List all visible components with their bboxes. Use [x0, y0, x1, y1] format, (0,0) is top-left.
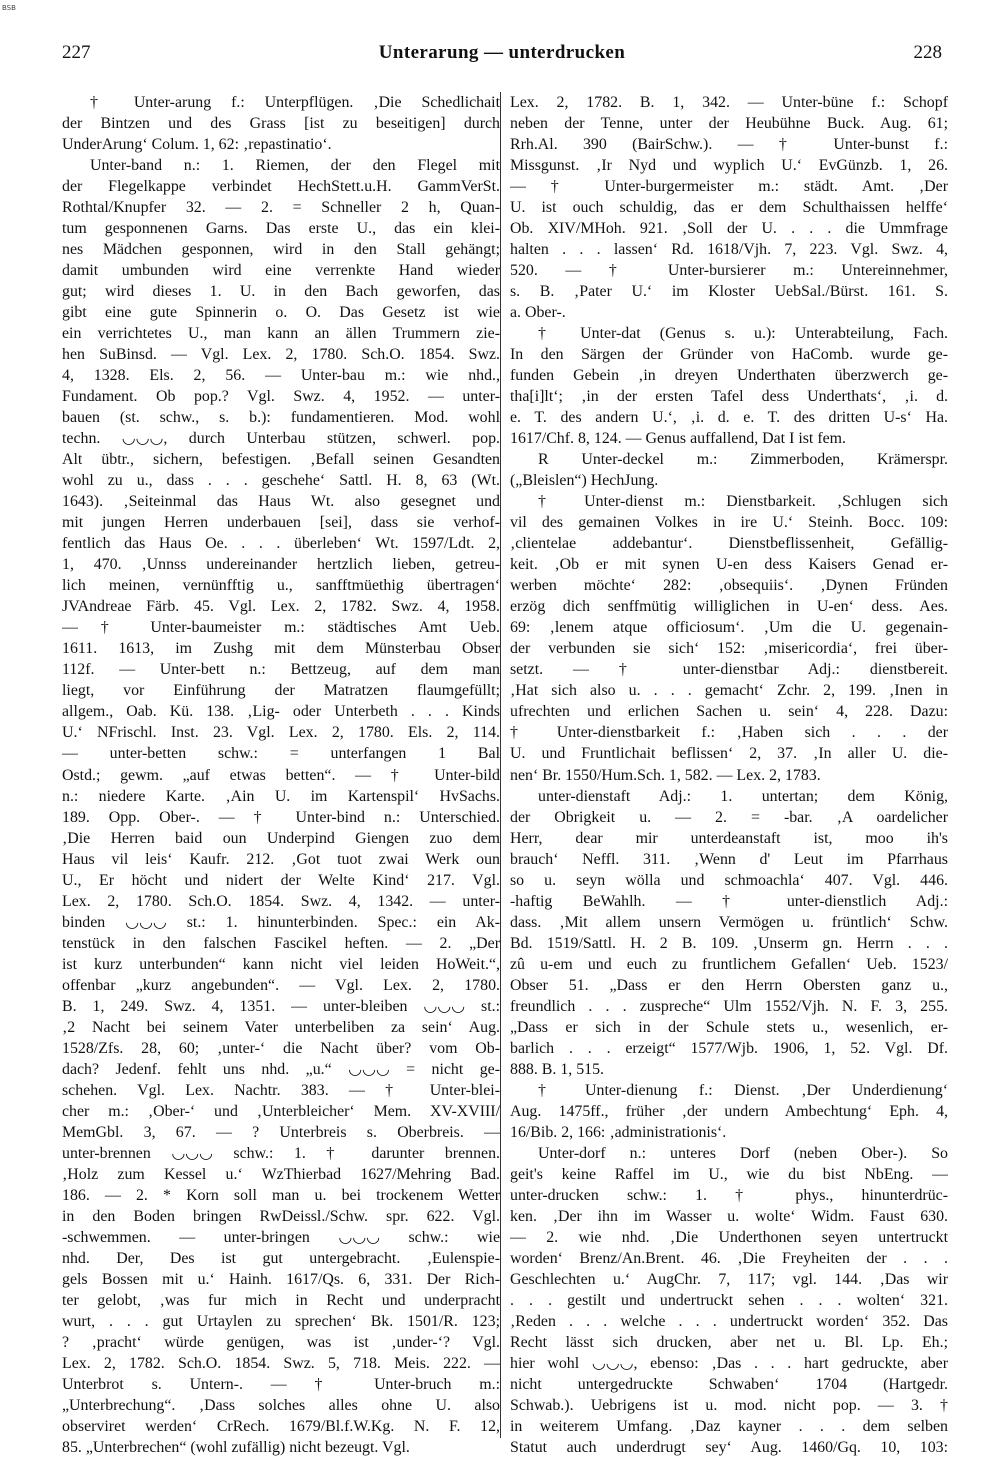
left-column-line: damit umbunden wird eine verrenkte Hand wieder — [62, 262, 500, 280]
left-column-line: Ostd.; gewm. „auf etwas betten“. — † Unter-bild — [62, 766, 500, 784]
right-column-line: Statut auch underdrugt sey‘ Aug. 1460/Gq. 10, 103: — [510, 1439, 948, 1456]
right-column-line: -haftig BeWahlh. — † unter-dienstlich Adj.: — [510, 892, 948, 910]
left-column-line: tenstück in den falschen Fascikel heften. — 2. „Der — [62, 934, 500, 952]
left-column-line: bauen (st. schw., s. b.): fundamentieren. Mod. wohl — [62, 409, 500, 427]
left-column-line: 186. — 2. * Korn soll man u. bei trockenem Wetter — [62, 1186, 500, 1204]
right-column-line: ‚clientelae addebantur‘. Dienstbeflissenheit, Gefällig- — [510, 535, 948, 553]
left-column-line: fentlich das Haus Oe. . . . überleben‘ Wt. 1597/Ldt. 2, — [62, 535, 500, 553]
left-column-line: B. 1, 249. Swz. 4, 1351. — unter-bleiben ◡◡◡ st.: — [62, 997, 500, 1015]
right-column-line: der verbunden sie sich‘ 152: ‚misericordia‘, frei über- — [510, 640, 948, 658]
right-column-line: 888. B. 1, 515. — [510, 1060, 605, 1078]
right-column-line: tha[i]lt‘; ‚in der ersten Tafel dess Underthats‘, ‚i. d. — [510, 388, 948, 406]
left-column-line: ist kurz unterbunden“ kann nicht viel leiden HoWeit.“, — [62, 955, 500, 973]
library-stamp: BSB — [2, 4, 16, 12]
left-column-line: MemGbl. 3, 67. — ? Unterbreis s. Oberbreis. — — [62, 1123, 500, 1141]
left-column-line: JVAndreae Färb. 45. Vgl. Lex. 2, 1782. Swz. 4, 1958. — [62, 598, 500, 616]
left-column-line: unter-brennen ◡◡◡ schw.: 1. † darunter brennen. — [62, 1144, 500, 1162]
left-column-line: Fundament. Ob pop.? Vgl. Swz. 4, 1952. — unter- — [62, 388, 500, 406]
left-column-line: tum gesponnenen Garns. Das erste U., das ein klei- — [62, 220, 500, 238]
left-column-line: mit jungen Herren underbauen [sei], dass sie verhof- — [62, 514, 500, 532]
right-column-line: † Unter-dienstbarkeit f.: ‚Haben sich . . . der — [510, 724, 948, 742]
right-column-line: barlich . . . erzeigt“ 1577/Wjb. 1906, 1, 52. Vgl. Df. — [510, 1039, 948, 1057]
left-column-line: Alt übtr., sichern, befestigen. ‚Befall seinen Gesandten — [62, 451, 500, 469]
left-column-line: ter gelobt, ‚was fur mich in Recht und underpracht — [62, 1291, 500, 1309]
right-column-line: werben möchte‘ 282: ‚obsequiis‘. ‚Dynen Fründen — [510, 577, 948, 595]
right-column-line: Lex. 2, 1782. B. 1, 342. — Unter-büne f.: Schopf — [510, 94, 948, 111]
right-column-line: Geschlechten u.‘ AugChr. 7, 117; vgl. 144. ‚Das wir — [510, 1270, 948, 1288]
left-column-line: wurt, . . . gut Urtaylen zu sprechen‘ Bk. 1501/R. 123; — [62, 1312, 500, 1330]
right-column-line: Unter-dorf n.: unteres Dorf (neben Ober-). So — [538, 1144, 948, 1162]
left-column-line: offenbar „kurz angebunden“. — Vgl. Lex. 2, 1780. — [62, 976, 500, 994]
left-column-line: Rothtal/Knupfer 32. — 2. = Schneller 2 h, Quan- — [62, 199, 500, 217]
left-column-line: 189. Opp. Ober-. — † Unter-bind n.: Unterschied. — [62, 808, 500, 826]
right-column-line: Obser 51. „Dass er den Herrn Obersten ganz u., — [510, 976, 948, 994]
left-column-line: 1528/Zfs. 28, 60; ‚unter-‘ die Nacht über? vom Ob- — [62, 1039, 500, 1057]
left-column-line: dach? Jedenf. fehlt uns nhd. „u.“ ◡◡◡ = nicht ge- — [62, 1060, 500, 1078]
left-column-line: gels Bossen mit u.‘ Hainh. 1617/Qs. 6, 331. Der Rich- — [62, 1270, 500, 1288]
right-column-line: Bd. 1519/Sattl. H. 2 B. 109. ‚Unserm gn. Herrn . . . — [510, 934, 948, 952]
right-column-line: worden‘ Brenz/An.Brent. 46. ‚Die Freyheiten der . . . — [510, 1249, 948, 1267]
left-column-line: 112f. — Unter-bett n.: Bettzeug, auf dem man — [62, 661, 500, 679]
right-column-line: neben der Tenne, unter der Heubühne Buck. Aug. 61; — [510, 115, 948, 133]
right-column-line: ufrechten und erlichen Sachen u. sein‘ 4, 228. Dazu: — [510, 703, 948, 721]
right-column-line: unter-drucken schw.: 1. † phys., hinunterdrüc- — [510, 1186, 948, 1204]
left-column-line: 1643). ‚Seiteinmal das Haus Wt. also gesegnet und — [62, 493, 500, 511]
column-divider — [500, 92, 501, 1438]
right-column-line: vil des gemainen Volkes in ire U.‘ Steinh. Bocc. 109: — [510, 514, 948, 532]
right-column-line: („Bleislen“) HechJung. — [510, 472, 659, 490]
left-column-line: nhd. Der, Des ist gut untergebracht. ‚Eulenspie- — [62, 1249, 500, 1267]
right-column-line: — 2. wie nhd. ‚Die Underthonen seyen untertruckt — [510, 1228, 948, 1246]
left-column-line: ‚2 Nacht bei seinem Vater unterbeliben za sein‘ Aug. — [62, 1018, 500, 1036]
right-column-line: Herr, dear mir unterdeanstaft ist, moo ih's — [510, 829, 948, 847]
right-column-line: unter-dienstaft Adj.: 1. untertan; dem König, — [538, 787, 948, 805]
right-column-line: 69: ‚lenem atque officiosum‘. ‚Um die U. gegenain- — [510, 619, 948, 637]
left-column-line: Unter-band n.: 1. Riemen, der den Flegel mit — [90, 157, 500, 175]
left-column-line: binden ◡◡◡ st.: 1. hinunterbinden. Spec.: ein Ak- — [62, 913, 500, 931]
left-column-line: Haus vil leis‘ Kaufr. 212. ‚Got tuot zwai Werk oun — [62, 850, 500, 868]
left-column-line: ‚Holz zum Kessel u.‘ WzThierbad 1627/Mehring Bad. — [62, 1165, 500, 1183]
right-column-line: ken. ‚Der ihn im Wasser u. wolte‘ Widm. Faust 630. — [510, 1207, 948, 1225]
left-column-line: 85. „Unterbrechen“ (wohl zufällig) nicht bezeugt. Vgl. — [62, 1439, 410, 1456]
right-column-line: Aug. 1475ff., früher ‚der undern Ambechtung‘ Eph. 4, — [510, 1102, 948, 1120]
left-column-line: — † Unter-baumeister m.: städtisches Amt Ueb. — [62, 619, 500, 637]
right-column-line: † Unter-dienst m.: Dienstbarkeit. ‚Schlugen sich — [538, 493, 948, 511]
right-column-line: † Unter-dienung f.: Dienst. ‚Der Underdienung‘ — [538, 1081, 948, 1099]
left-column-line: cher m.: ‚Ober-‘ und ‚Unterbleicher‘ Mem. XV-XVIII/ — [62, 1102, 500, 1120]
page-number-right: 228 — [913, 42, 942, 63]
left-column — [62, 92, 500, 1458]
left-column-line: der Flegelkappe verbindet HechStett.u.H. GammVerSt. — [62, 178, 500, 196]
right-column-line: setzt. — † unter-dienstbar Adj.: dienstbereit. — [510, 661, 948, 679]
right-column-line: Recht lässt sich drucken, aber net u. Bl. Lp. Eh.; — [510, 1333, 948, 1351]
left-column-line: n.: niedere Karte. ‚Ain U. im Kartenspil‘ HvSachs. — [62, 787, 500, 805]
left-column-line: Lex. 2, 1782. Sch.O. 1854. Swz. 5, 718. Meis. 222. — — [62, 1354, 500, 1372]
left-column-line: -schwemmen. — unter-bringen ◡◡◡ schw.: wie — [62, 1228, 500, 1246]
left-column-line: ? ‚pracht‘ würde genügen, was ist ‚under-‘? Vgl. — [62, 1333, 500, 1351]
right-column-line: U. und Fruntlichait beflissen‘ 2, 37. ‚In aller U. die- — [510, 745, 948, 763]
right-column-line: a. Ober-. — [510, 304, 566, 322]
running-title: Unterarung — unterdrucken — [378, 42, 626, 63]
left-column-line: techn. ◡◡◡, durch Unterbau stützen, schwerl. pop. — [62, 430, 500, 448]
left-column-line: U., Er höcht und nidert der Welte Kind‘ 217. Vgl. — [62, 871, 500, 889]
right-column-line: so u. seyn wölla und schmoachla‘ 407. Vgl. 446. — [510, 871, 948, 889]
right-column-line: — † Unter-burgermeister m.: städt. Amt. ‚Der — [510, 178, 948, 196]
left-column-line: 1611. 1613, im Zushg mit dem Münsterbau Obser — [62, 640, 500, 658]
left-column-line: in den Boden bringen RwDeissl./Schw. spr. 622. Vgl. — [62, 1207, 500, 1225]
right-column-line: funden Gebein ‚in dreyen Underthaten überzwerch ge- — [510, 367, 948, 385]
right-column-line: halten . . . lassen‘ Rd. 1618/Vjh. 7, 223. Vgl. Swz. 4, — [510, 241, 948, 259]
left-column-line: ‚Die Herren baid oun Underpind Giengen zuo dem — [62, 829, 500, 847]
right-column-line: 16/Bib. 2, 166: ‚administrationis‘. — [510, 1123, 727, 1141]
left-column-line: liegt, vor Einführung der Matratzen flaumgefüllt; — [62, 682, 500, 700]
right-column-line: Schwab.). Uebrigens ist u. mod. nicht pop. — 3. † — [510, 1396, 948, 1414]
right-column-line: s. B. ‚Pater U.‘ im Kloster UebSal./Bürst. 161. S. — [510, 283, 948, 301]
left-column-line: — unter-betten schw.: = unterfangen 1 Bal — [62, 745, 500, 763]
left-column-line: UnderArung‘ Colum. 1, 62: ‚repastinatio‘. — [62, 136, 332, 154]
right-column-line: „Dass er sich in der Schule stets u., wesenlich, er- — [510, 1018, 948, 1036]
right-column-line: 1617/Chf. 8, 124. — Genus auffallend, Dat I ist fem. — [510, 430, 846, 448]
right-column-line: in weiterem Umfang. ‚Daz kayner . . . dem selben — [510, 1417, 948, 1435]
left-column-line: schehen. Vgl. Lex. Nachtr. 383. — † Unter-blei- — [62, 1081, 500, 1099]
left-column-line: allgem., Oab. Kü. 138. ‚Lig- oder Unterbeth . . . Kinds — [62, 703, 500, 721]
left-column-line: † Unter-arung f.: Unterpflügen. ‚Die Schedlichait — [90, 94, 500, 111]
right-column-line: der Obrigkeit u. — 2. = -bar. ‚A oardelicher — [510, 808, 948, 826]
page-header — [62, 42, 942, 72]
right-column-line: In den Särgen der Gründer von HaComb. wurde ge- — [510, 346, 948, 364]
right-column-line: nicht untergedruckte Schwaben‘ 1704 (Hartgedr. — [510, 1375, 948, 1393]
right-column-line: U. ist ouch schuldig, das er dem Schulthaissen helffe‘ — [510, 199, 948, 217]
right-column-line: brauch‘ Neffl. 311. ‚Wenn d' Leut im Pfarrhaus — [510, 850, 948, 868]
page-number-left: 227 — [62, 42, 91, 63]
right-column-line: e. T. des andern U.‘, ‚i. d. e. T. des dritten U-s‘ Ha. — [510, 409, 948, 427]
right-column-line: Rrh.Al. 390 (BairSchw.). — † Unter-bunst f.: — [510, 136, 948, 154]
right-column-line: nen‘ Br. 1550/Hum.Sch. 1, 582. — Lex. 2, 1783. — [510, 766, 821, 784]
right-column-line: ‚Hat sich also u. . . . gemacht‘ Zchr. 2, 199. ‚Inen in — [510, 682, 948, 700]
right-column-line: erzög dich senffmütig williglichen in U-en‘ dess. Aes. — [510, 598, 948, 616]
right-column-line: freundlich . . . zuspreche“ Ulm 1552/Vjh. N. F. 3, 255. — [510, 997, 948, 1015]
right-column-line: Missgunst. ‚Ir Nyd und wyplich U.‘ EvGünzb. 1, 26. — [510, 157, 948, 175]
left-column-line: Unterbrot s. Untern-. — † Unter-bruch m.: — [62, 1375, 500, 1393]
right-column-line: hier wohl ◡◡◡, ebenso: ‚Das . . . hart gedruckte, aber — [510, 1354, 948, 1372]
right-column-line: keit. ‚Ob er mit synen U-en dess Kaisers Genad er- — [510, 556, 948, 574]
right-column-line: R Unter-deckel m.: Zimmerboden, Krämerspr. — [538, 451, 948, 469]
left-column-line: observiret werden‘ CrRech. 1679/Bl.f.W.Kg. N. F. 12, — [62, 1417, 500, 1435]
left-column-line: U.‘ NFrischl. Inst. 23. Vgl. Lex. 2, 1780. Els. 2, 114. — [62, 724, 500, 742]
left-column-line: ein verrichtetes U., man kann an ällen Trummern zie- — [62, 325, 500, 343]
left-column-line: lich meinen, vernünfftig u., sanfftmüethig übertragen‘ — [62, 577, 500, 595]
right-column-line: dass. ‚Mit allem unsern Vermögen u. früntlich‘ Schw. — [510, 913, 948, 931]
right-column — [510, 92, 948, 1458]
right-column-line: † Unter-dat (Genus s. u.): Unterabteilung, Fach. — [538, 325, 948, 343]
left-column-line: 1, 470. ‚Unnss undereinander hertzlich lieben, getreu- — [62, 556, 500, 574]
left-column-line: der Bintzen und des Grass [ist zu beseitigen] durch — [62, 115, 500, 133]
left-column-line: hen SuBinsd. — Vgl. Lex. 2, 1780. Sch.O. 1854. Swz. — [62, 346, 500, 364]
left-column-line: Lex. 2, 1780. Sch.O. 1854. Swz. 4, 1342. — unter- — [62, 892, 500, 910]
right-column-line: ‚Reden . . . welche . . . undertruckt worden‘ 352. Das — [510, 1312, 948, 1330]
left-column-line: 4, 1328. Els. 2, 56. — Unter-bau m.: wie nhd., — [62, 367, 500, 385]
right-column-line: 520. — † Unter-bursierer m.: Untereinnehmer, — [510, 262, 948, 280]
left-column-line: gibt eine gute Spinnerin o. O. Das Gesetz ist wie — [62, 304, 500, 322]
left-column-line: nes Mädchen gesponnen, wird in den Stall gehängt; — [62, 241, 500, 259]
right-column-line: Ob. XIV/MHoh. 921. ‚Soll der U. . . . die Ummfrage — [510, 220, 948, 238]
right-column-line: geit's keine Raffel im U., wie du bist NbEng. — — [510, 1165, 948, 1183]
left-column-line: „Unterbrechung“. ‚Dass solches alles ohne U. also — [62, 1396, 500, 1414]
left-column-line: wohl zu u., dass . . . geschehe‘ Sattl. H. 8, 63 (Wt. — [62, 472, 500, 490]
right-column-line: . . . gestilt und undertruckt sehen . . . wolten‘ 321. — [510, 1291, 948, 1309]
right-column-line: zû u-em und euch zu fruntlichem Gefallen‘ Ueb. 1523/ — [510, 955, 948, 973]
left-column-line: gut; wird dieses 1. U. in den Bach geworfen, das — [62, 283, 500, 301]
